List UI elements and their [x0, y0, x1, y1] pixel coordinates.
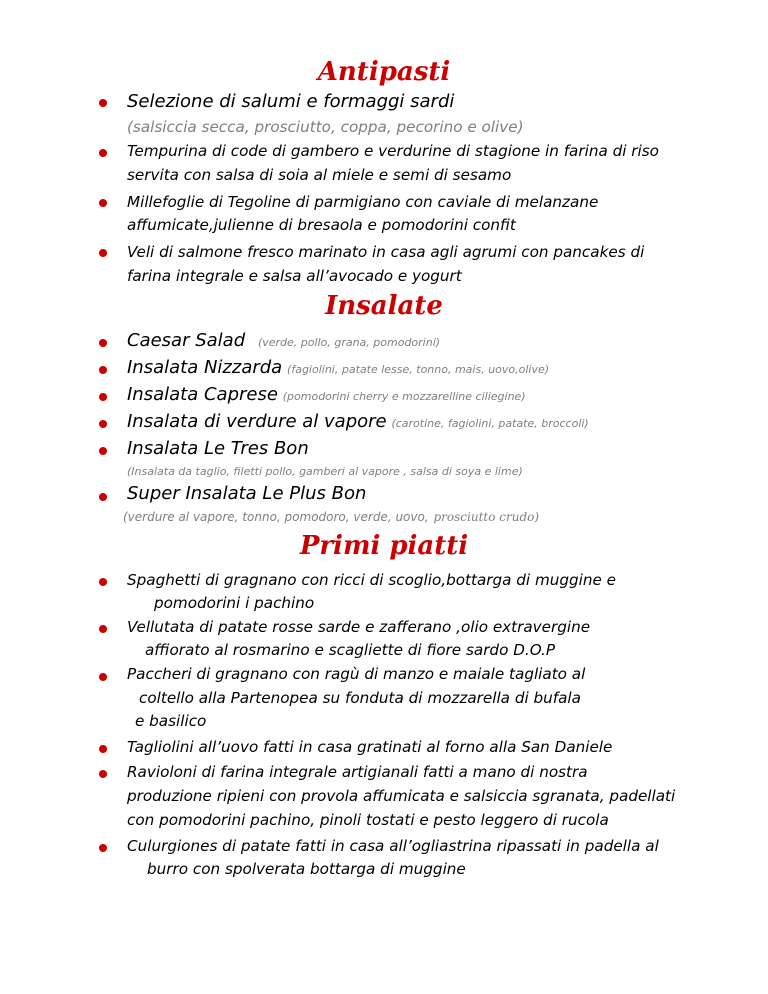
menu-item-primi-2-line-1: Vellutata di patate rosse sarde e zafferano ,olio extravergine — [127, 618, 591, 636]
menu-item-antipasti-2-line-1: Tempurina di code di gambero e verdurine di stagione in farina di riso — [127, 142, 659, 160]
menu-item-primi-6-line-1: Culurgiones di patate fatti in casa all’ogliastrina ripassati in padella al — [127, 837, 659, 855]
menu-item-name: Insalata Caprese — [127, 384, 278, 405]
bullet-icon — [99, 99, 107, 107]
menu-item-note: (fagiolini, patate lesse, tonno, mais, uovo,olive) — [287, 363, 550, 376]
menu-item-name: Super Insalata Le Plus Bon — [127, 483, 367, 504]
menu-item-note: (verde, pollo, grana, pomodorini) — [257, 336, 441, 349]
menu-item-name: Insalata di verdure al vapore — [127, 411, 387, 432]
menu-item-primi-2-line-2: affiorato al rosmarino e scagliette di fiore sardo D.O.P — [145, 641, 556, 659]
menu-item-primi-4-line-1: Tagliolini all’uovo fatti in casa gratinati al forno alla San Daniele — [127, 738, 613, 756]
bullet-icon — [99, 149, 107, 157]
bullet-icon — [99, 447, 107, 455]
bullet-icon — [99, 493, 107, 501]
menu-item-antipasti-3-line-1: Millefoglie di Tegoline di parmigiano con caviale di melanzane — [127, 193, 599, 211]
bullet-icon — [99, 420, 107, 428]
section-title-antipasti: Antipasti — [317, 57, 451, 87]
menu-item-insalate-6-note-line — [123, 506, 539, 527]
bullet-icon — [99, 625, 107, 633]
menu-item-insalate-1 — [127, 331, 440, 353]
menu-item-antipasti-2-line-2: servita con salsa di soia al miele e semi di sesamo — [127, 166, 512, 184]
menu-item-primi-3-line-2: coltello alla Partenopea su fonduta di mozzarella di bufala — [139, 689, 581, 707]
section-title-primi: Primi piatti — [299, 531, 469, 561]
menu-item-name: Caesar Salad — [127, 330, 246, 351]
section-title-insalate: Insalate — [325, 291, 443, 321]
menu-item-insalate-6 — [127, 484, 366, 504]
menu-item-name: Insalata Nizzarda — [127, 357, 283, 378]
bullet-icon — [99, 673, 107, 681]
menu-item-primi-1-line-2: pomodorini i pachino — [154, 594, 315, 612]
menu-item-primi-1-line-1: Spaghetti di gragnano con ricci di scoglio,bottarga di muggine e — [127, 571, 617, 589]
menu-item-note: (carotine, fagiolini, patate, broccoli) — [391, 417, 589, 430]
menu-item-insalate-2 — [127, 358, 549, 380]
bullet-icon — [99, 249, 107, 257]
menu-item-primi-3-line-3: e basilico — [135, 712, 207, 730]
bullet-icon — [99, 745, 107, 753]
menu-item-note-tail: prosciutto crudo) — [433, 510, 540, 524]
bullet-icon — [99, 199, 107, 207]
menu-item-primi-5-line-3: con pomodorini pachino, pinoli tostati e pesto leggero di rucola — [127, 811, 609, 829]
menu-item-insalate-4 — [127, 412, 589, 434]
menu-item-antipasti-1-note: (salsiccia secca, prosciutto, coppa, pecorino e olive) — [127, 118, 524, 136]
menu-item-insalate-5-note-line — [127, 460, 523, 482]
menu-item-antipasti-4-line-2: farina integrale e salsa all’avocado e yogurt — [127, 267, 462, 285]
bullet-icon — [99, 393, 107, 401]
menu-item-antipasti-3-line-2: affumicate,julienne di bresaola e pomodorini confit — [127, 216, 516, 234]
menu-item-note: (Insalata da taglio, filetti pollo, gamberi al vapore , salsa di soya e lime) — [127, 465, 523, 478]
menu-item-primi-3-line-1: Paccheri di gragnano con ragù di manzo e maiale tagliato al — [127, 665, 586, 683]
menu-item-antipasti-1: Selezione di salumi e formaggi sardi — [127, 91, 455, 112]
menu-item-insalate-3 — [127, 385, 526, 407]
menu-item-insalate-5 — [127, 439, 309, 459]
menu-item-antipasti-4-line-1: Veli di salmone fresco marinato in casa agli agrumi con pancakes di — [127, 243, 645, 261]
bullet-icon — [99, 339, 107, 347]
bullet-icon — [99, 844, 107, 852]
bullet-icon — [99, 366, 107, 374]
menu-item-primi-5-line-2: produzione ripieni con provola affumicata e salsiccia sgranata, padellati — [127, 787, 676, 805]
menu-item-name: Insalata Le Tres Bon — [127, 438, 309, 459]
menu-item-note: (pomodorini cherry e mozzarelline ciliegine) — [282, 390, 526, 403]
bullet-icon — [99, 578, 107, 586]
bullet-icon — [99, 770, 107, 778]
menu-item-primi-5-line-1: Ravioloni di farina integrale artigianali fatti a mano di nostra — [127, 763, 588, 781]
menu-item-note: (verdure al vapore, tonno, pomodoro, verde, uovo, — [123, 510, 429, 524]
menu-item-primi-6-line-2: burro con spolverata bottarga di muggine — [147, 860, 466, 878]
